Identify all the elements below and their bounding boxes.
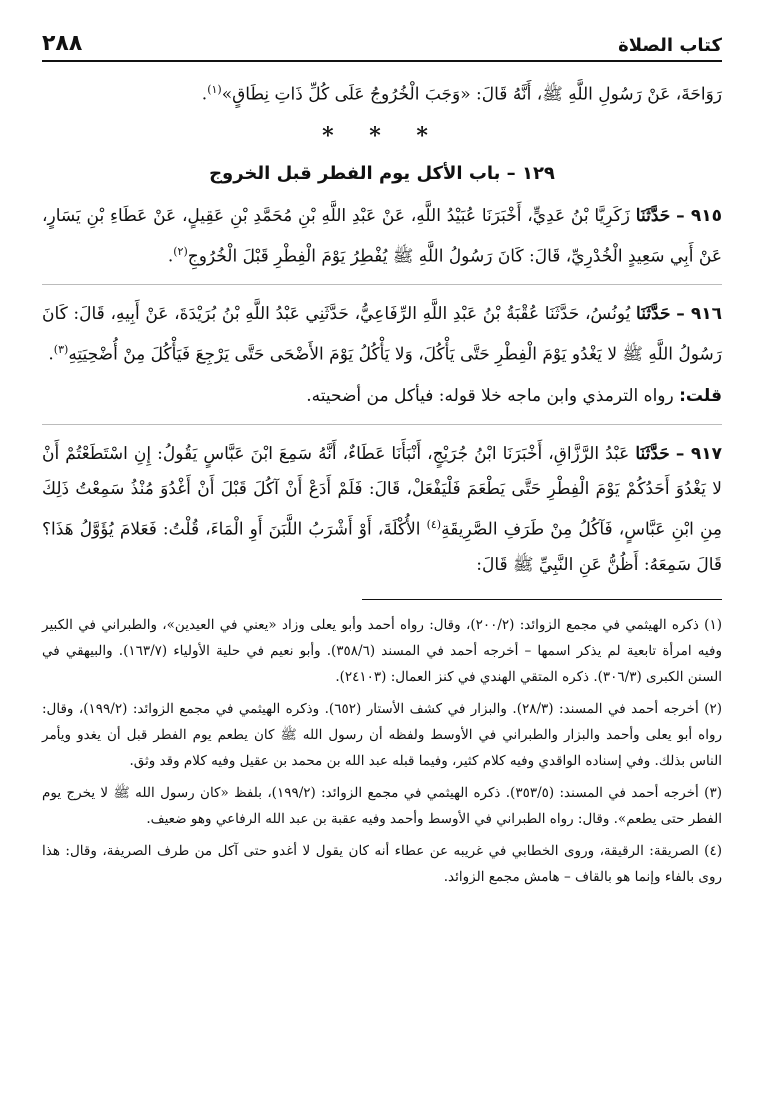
hadith-number: ٩١٧ – [675, 443, 723, 464]
page-header [42, 26, 722, 62]
footnote-2: (٢) أخرجه أحمد في المسند: (٢٨/٣). والبزار في كشف الأستار (٦٥٢). وذكره الهيثمي في مجمع الزوائد: (١٩٩/٢)، وقال: رواه أبو يعلى وأحمد والبزار والطبراني في الأوسط ولفظه أن رسول الله ﷺ كان يطعم يوم الفطر قبل أن يغدو ويأمر الناس بذلك. وفي إسناده الواقدي وفيه كلام كثير، وفيما قبله عبد الله بن محمد بن عقيل وفيه كلام وقد وثق. [42, 700, 723, 769]
footnote-separator [362, 599, 722, 600]
divider [42, 284, 722, 285]
footnotes [42, 612, 722, 890]
hadith-text: يُونُسُ، حَدَّثَنَا عُقْبَةُ بْنُ عَبْدِ اللَّهِ الرِّفَاعِيُّ، حَدَّثَنِي عَبْدُ اللَّهِ بْنُ بُرَيْدَةَ، عَنْ أَبِيهِ، قَالَ: كَانَ رَسُولُ اللَّهِ ﷺ لا يَغْدُو يَوْمَ الْفِطْرِ حَتَّى يَأْكُلَ، وَلا يَأْكُلُ يَوْمَ الأَضْحَى حَتَّى يَرْجِعَ فَيَأْكُلَ مِنْ أُضْحِيَتِهِ [42, 304, 722, 365]
qult-note [42, 379, 722, 414]
running-chapter-title: كتاب الصلاة [618, 35, 722, 56]
footnote-ref: (٤) [426, 517, 442, 531]
hadith-text: عَبْدُ الرَّزَّاقِ، أَخْبَرَنَا ابْنُ جُرَيْجٍ، أَنْبَأَنَا عَطَاءٌ، أَنَّهُ سَمِعَ ابْنَ عَبَّاسٍ يَقُولُ: إِنِ اسْتَطَعْتُمْ أَنْ لا يَغْدُوَ أَحَدُكُمْ يَوْمَ الْفِطْرِ حَتَّى يَطْعَمَ فَلْيَفْعَلْ، قَالَ: فَلَمْ أَدَعْ أَنْ آكُلَ قَبْلَ أَنْ أَغْدُوَ مُنْذُ سَمِعْتُ ذَلِكَ مِنِ ابْنِ عَبَّاسٍ، فَآكُلُ مِنْ طَرَفِ الصَّرِيقَةِ [42, 443, 722, 540]
hadith-915: ٩١٥ – حَدَّثَنَا زَكَرِيَّا بْنُ عَدِيٍّ، أَخْبَرَنَا عُبَيْدُ اللَّهِ، عَنْ عَبْدِ اللَّهِ بْنِ مُحَمَّدِ بْنِ عَقِيلٍ، عَنْ عَطَاءِ بْنِ يَسَارٍ، عَنْ أَبِي سَعِيدٍ الْخُدْرِيِّ، قَالَ: كَانَ رَسُولُ اللَّهِ ﷺ يُفْطِرُ يَوْمَ الْفِطْرِ قَبْلَ الْخُرُوجِ$^{(٢)}$. [42, 205, 723, 267]
hadith-916: ٩١٦ – حَدَّثَنَا يُونُسُ، حَدَّثَنَا عُقْبَةُ بْنُ عَبْدِ اللَّهِ الرِّفَاعِيُّ، حَدَّثَنِي عَبْدُ اللَّهِ بْنُ بُرَيْدَةَ، عَنْ أَبِيهِ، قَالَ: كَانَ رَسُولُ اللَّهِ ﷺ لا يَغْدُو يَوْمَ الْفِطْرِ حَتَّى يَأْكُلَ، وَلا يَأْكُلُ يَوْمَ الأَضْحَى حَتَّى يَرْجِعَ فَيَأْكُلَ مِنْ أُضْحِيَتِهِ$^{(٣)}$. [42, 304, 723, 365]
chapter-title: ١٢٩ – باب الأكل يوم الفطر قبل الخروج [209, 162, 555, 184]
hadith-text-continued: الأُكْلَةَ، أَوْ أَشْرَبُ اللَّبَنَ أَوِ الْمَاءَ، قُلْتُ: فَعَلامَ يُؤَوَّلُ هَذَا؟ قَالَ سَمِعَهُ: أَظُنُّ عَنِ النَّبِيِّ ﷺ قَالَ: [42, 519, 722, 575]
hadith-lead: حَدَّثَنَا [635, 443, 670, 464]
page [42, 26, 722, 1073]
footnote-4: (٤) الصريقة: الرقيقة، وروى الخطابي في غريبه عن عطاء أنه كان يقول لا أغدو حتى آكل من طرف الصريفة، وقال: هذا روى بالفاء وإنما هو بالقاف – هامش مجمع الزوائد. [42, 842, 722, 885]
divider [42, 424, 722, 425]
hadith-number: ٩١٥ – [676, 205, 723, 226]
footnote-ref: (٢) [173, 244, 188, 258]
footnote-ref: (٣) [53, 343, 69, 357]
main-text [42, 72, 722, 583]
qult-label: قلت: [679, 385, 722, 406]
hadith-917 [42, 437, 722, 583]
footnote-3: (٣) أخرجه أحمد في المسند: (٣٥٣/٥). ذكره الهيثمي في مجمع الزوائد: (١٩٩/٢)، بلفظ «كان رسول الله ﷺ لا يخرج يوم الفطر حتى يطعم». وقال: رواه الطبراني في الأوسط وأحمد وفيه عقبة بن عبد الله الرفاعي وهو ضعيف. [42, 784, 722, 827]
hadith-text: زَكَرِيَّا بْنُ عَدِيٍّ، أَخْبَرَنَا عُبَيْدُ اللَّهِ، عَنْ عَبْدِ اللَّهِ بْنِ مُحَمَّدِ بْنِ عَقِيلٍ، عَنْ عَطَاءِ بْنِ يَسَارٍ، عَنْ أَبِي سَعِيدٍ الْخُدْرِيِّ، قَالَ: كَانَ رَسُولُ اللَّهِ ﷺ يُفْطِرُ يَوْمَ الْفِطْرِ قَبْلَ الْخُرُوجِ [42, 205, 722, 267]
hadith-number: ٩١٦ – [676, 304, 723, 325]
section-divider-stars: * * * [322, 122, 442, 149]
page-number: ٢٨٨ [42, 31, 83, 56]
footnote-1: (١) ذكره الهيثمي في مجمع الزوائد: (٢٠٠/٢)، وقال: رواه أحمد وأبو يعلى وزاد «يعني في العيدين»، والطبراني في الكبير وفيه امرأة تابعية لم يذكر اسمها – أخرجه أحمد في المسند (٣٥٨/٦). وأبو نعيم في حلية الأولياء (١٦٣/٧). والبيهقي في السنن الكبرى (٣٠٦/٣). ذكره المتقي الهندي في كنز العمال: (٢٤١٠٣). [42, 616, 722, 685]
intro-line: رَوَاحَةَ، عَنْ رَسُولِ اللَّهِ ﷺ، أَنَّهُ قَالَ: «وَجَبَ الْخُرُوجُ عَلَى كُلِّ ذَاتِ نِطَاقٍ»$^{(١)}$. [201, 83, 722, 105]
footnote-ref: (١) [207, 83, 222, 96]
hadith-lead: حَدَّثَنَا [636, 304, 671, 325]
qult-text: رواه الترمذي وابن ماجه خلا قوله: فيأكل من أضحيته. [306, 385, 674, 406]
hadith-lead: حَدَّثَنَا [635, 205, 671, 226]
